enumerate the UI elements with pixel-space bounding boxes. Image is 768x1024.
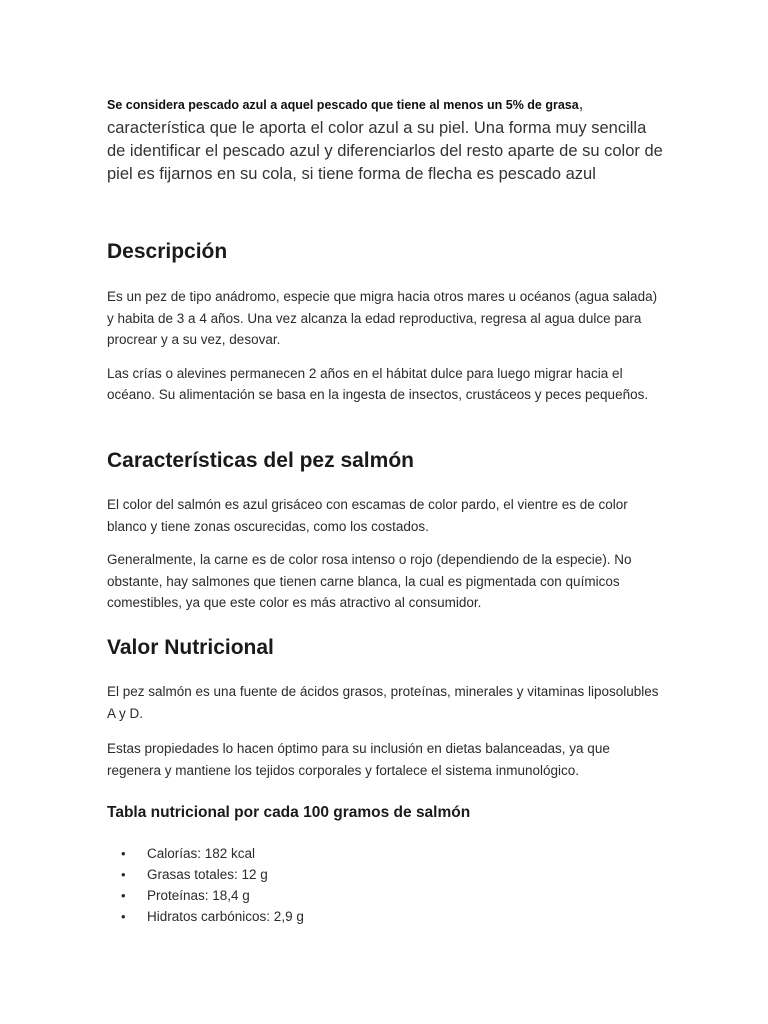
- nutrition-list: [107, 843, 667, 927]
- bullet-icon: •: [121, 846, 126, 861]
- list-item-text: Proteínas: 18,4 g: [147, 888, 250, 903]
- descripcion-paragraph-1: Es un pez de tipo anádromo, especie que migra hacia otros mares u océanos (agua salada) y habita de 3 a 4 años. Una vez alcanza la edad reproductiva, regresa al agua dulce para procrear y a su vez, desovar.: [107, 289, 658, 347]
- section-tabla-nutricional: [107, 802, 667, 927]
- section-descripcion: [107, 238, 667, 406]
- descripcion-paragraph-2: Las crías o alevines permanecen 2 años en el hábitat dulce para luego migrar hacia el océano. Su alimentación se basa en la ingesta de insectos, crustáceos y peces pequeños.: [107, 365, 649, 402]
- bullet-icon: •: [121, 888, 126, 903]
- list-item: [107, 906, 667, 927]
- list-item: [107, 864, 667, 885]
- list-item-text: Hidratos carbónicos: 2,9 g: [147, 909, 304, 924]
- intro-paragraph: [107, 93, 667, 186]
- bullet-icon: •: [121, 909, 126, 924]
- valor-paragraph-2: Estas propiedades lo hacen óptimo para su inclusión en dietas balanceadas, ya que regenera y mantiene los tejidos corporales y fortalece el sistema inmunológico.: [107, 741, 610, 778]
- caracteristicas-paragraph-2: Generalmente, la carne es de color rosa intenso o rojo (dependiendo de la especie). No obstante, hay salmones que tienen carne blanca, la cual es pigmentada con químicos comestibles, ya que este color es más atractivo al consumidor.: [107, 552, 632, 610]
- valor-paragraph-1: El pez salmón es una fuente de ácidos grasos, proteínas, minerales y vitaminas liposolubles A y D.: [107, 684, 659, 721]
- heading-caracteristicas: Características del pez salmón: [107, 449, 414, 472]
- bullet-icon: •: [121, 867, 126, 882]
- list-item-text: Calorías: 182 kcal: [147, 846, 256, 861]
- heading-valor-nutricional: Valor Nutricional: [107, 636, 274, 659]
- section-caracteristicas: [107, 447, 667, 614]
- intro-lead-text: Se considera pescado azul a aquel pescado que tiene al menos un 5% de grasa: [107, 98, 579, 112]
- list-item: [107, 843, 667, 864]
- heading-descripcion: Descripción: [107, 240, 228, 263]
- caracteristicas-paragraph-1: El color del salmón es azul grisáceo con escamas de color pardo, el vientre es de color blanco y tiene zonas oscurecidas, como los costados.: [107, 497, 628, 534]
- section-valor-nutricional: [107, 634, 667, 781]
- intro-rest-text: , característica que le aporta el color azul a su piel. Una forma muy sencilla de identificar el pescado azul y diferenciarlos del resto aparte de su color de piel es fijarnos en su cola, si tiene forma de flecha es pescado azul: [107, 95, 663, 183]
- heading-tabla-nutricional: Tabla nutricional por cada 100 gramos de salmón: [107, 804, 471, 821]
- list-item-text: Grasas totales: 12 g: [147, 867, 268, 882]
- list-item: [107, 885, 667, 906]
